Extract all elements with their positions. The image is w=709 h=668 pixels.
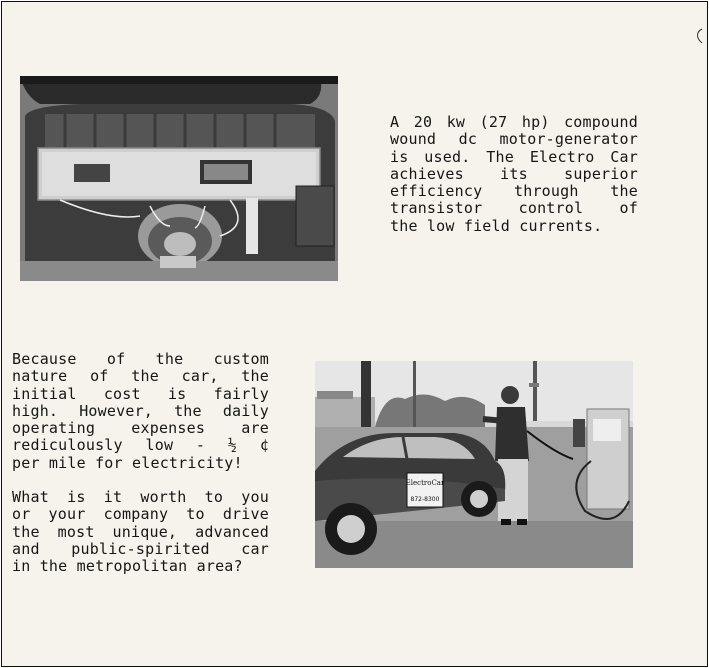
car-door-sign-phone: 872-8300	[410, 496, 440, 503]
text-line: rediculously low - ½ ¢	[12, 436, 269, 455]
text-line: Because of the custom	[12, 350, 269, 368]
page-corner-curl	[694, 28, 704, 44]
motor-description	[390, 114, 638, 235]
engine-compartment-photo	[20, 76, 338, 281]
text-line: What is it worth to you	[12, 488, 269, 506]
text-line: the most unique, advanced	[12, 522, 269, 541]
text-line: the low field currents.	[390, 216, 603, 235]
text-line: initial cost is fairly	[12, 384, 269, 403]
text-line: nature of the car, the	[12, 367, 269, 386]
text-line: A 20 kw (27 hp) compound	[390, 113, 638, 131]
text-line: is used. The Electro Car	[390, 147, 638, 166]
text-line: efficiency through the	[390, 182, 638, 201]
text-line: wound dc motor-generator	[390, 130, 638, 149]
text-line: achieves its superior	[390, 164, 638, 183]
text-line: transistor control of	[390, 199, 638, 218]
document-page	[1, 1, 708, 667]
worth-paragraph	[12, 489, 269, 575]
car-door-sign-name: ElectroCar	[405, 479, 445, 487]
text-line: high. However, the daily	[12, 401, 269, 420]
text-line: in the metropolitan area?	[12, 557, 243, 576]
text-line: operating expenses are	[12, 419, 269, 438]
text-line: per mile for electricity!	[12, 453, 243, 472]
text-line: and public-spirited car	[12, 539, 269, 558]
cost-paragraph	[12, 351, 269, 472]
text-line: or your company to drive	[12, 505, 269, 524]
electro-car-charging-photo	[315, 361, 633, 568]
